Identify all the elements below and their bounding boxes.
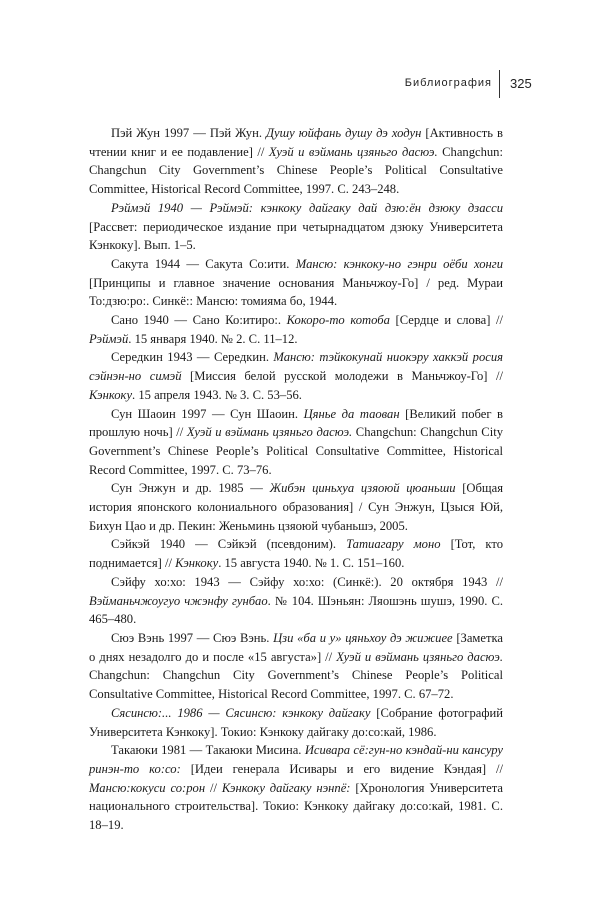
- entry-text: [Хронология Университета национального строительства]. Токио: Кэнкоку дайгаку до:со:кай, 1981. С. 18–19.: [89, 780, 504, 833]
- entry-text: Сун Энжун и др. 1985 —: [111, 481, 270, 496]
- entry-text: [Тот, кто поднимается] //: [89, 537, 503, 571]
- entry-title-italic: Татиагару моно: [346, 537, 441, 552]
- section-title: Библиография: [404, 77, 492, 89]
- entry-text: Сэйкэй 1940 — Сэйкэй (псевдоним).: [111, 537, 347, 552]
- entry-text: Сун Шаоин 1997 — Сун Шаоин.: [111, 406, 304, 421]
- entry-title-italic: Хуэй и вэймань цзяньго дасюэ.: [186, 425, 353, 440]
- entry-title-italic: Жибэн циньхуа цзяоюй цюаньши: [269, 481, 456, 496]
- bibliography-entry: [89, 535, 503, 572]
- entry-text: //: [205, 780, 222, 795]
- entry-title-italic: Цзи «ба и у» цяньхоу дэ жижиее: [273, 630, 453, 645]
- page-number: 325: [510, 76, 532, 91]
- entry-title-italic: Кэнкоку: [175, 556, 219, 571]
- entry-title-italic: Мансю: кэнкоку-но гэнри оёби хонги: [295, 256, 503, 271]
- entry-title-italic: Рэймэй: [89, 331, 129, 346]
- entry-text: [Заметка о днях незадолго до и после «15 августа»] //: [89, 630, 504, 664]
- entry-text: Сано 1940 — Сано Ко:итиро:.: [111, 313, 287, 328]
- entry-text: Такаюки 1981 — Такаюки Мисина.: [111, 743, 305, 758]
- entry-text: [Идеи генерала Исивары и его видение Кэндая] //: [180, 761, 503, 776]
- bibliography-entry: [89, 573, 503, 629]
- entry-text: Сакута 1944 — Сакута Со:ити.: [111, 256, 296, 271]
- entry-title-italic: Кокоро-то котоба: [286, 313, 390, 328]
- entry-text: Changchun: Changchun City Government’s Chinese People’s Political Consultative Committee, Historical Record Committee, 1997. С. 243–248.: [89, 144, 503, 197]
- running-header: [0, 70, 600, 98]
- entry-title-italic: Вэйманьчжоугуо чжэнфу гунбао: [89, 593, 268, 608]
- entry-text: . 15 января 1940. № 2. С. 11–12.: [128, 331, 298, 346]
- bibliography-list: [89, 124, 503, 835]
- entry-title-italic: Душу юйфань душу дэ ходун: [266, 126, 422, 140]
- entry-text: [Активность в чтении книг и ее подавление] //: [89, 126, 503, 159]
- bibliography-entry: [89, 199, 503, 255]
- bibliography-entry: [89, 255, 503, 311]
- bibliography-entry: [89, 405, 503, 480]
- entry-text: Пэй Жун 1997 — Пэй Жун.: [111, 126, 267, 140]
- entry-text: Сюэ Вэнь 1997 — Сюэ Вэнь.: [111, 630, 274, 645]
- bibliography-entry: [89, 704, 503, 741]
- entry-text: . 15 августа 1940. № 1. С. 151–160.: [218, 556, 405, 571]
- entry-title-italic: Кэнкоку: [89, 387, 133, 402]
- entry-title-italic: Хуэй и вэймань цзяньго дасюэ.: [336, 649, 503, 664]
- entry-title-italic: Мансю: тэйкокунай ниокэру хаккэй росия сэйнэн-но симэй: [89, 350, 503, 384]
- bibliography-entry: [89, 311, 503, 348]
- entry-text: . 15 апреля 1943. № 3. С. 53–56.: [132, 387, 302, 402]
- entry-text: . № 104. Шэньян: Ляошэнь шушэ, 1990. С. 465–480.: [89, 593, 503, 627]
- bibliography-entry: [89, 741, 503, 835]
- entry-text: Changchun: Changchun City Government’s Chinese People’s Political Consultative Committee, Historical Record Committee, 1997. С. 73–76.: [89, 425, 503, 477]
- entry-title-italic: Хуэй и вэймань цзяньго дасюэ.: [268, 144, 438, 159]
- entry-title-italic: Исивара сё:гун-но кэндай-ни кансуру ринэн-то ко:со:: [89, 743, 503, 776]
- bibliography-entry: [89, 479, 503, 535]
- entry-title-italic: Кэнкоку дайгаку нэнпё:: [221, 780, 351, 795]
- entry-text: [Общая история японского колониального образования] / Сун Энжун, Цзыся Юй, Бихун Цао и др. Пекин: Женьминь цзяоюй чубаньшэ, 2005.: [89, 481, 503, 533]
- entry-text: [Сердце и слова] //: [389, 313, 504, 328]
- entry-title-italic: Сясинсю:... 1986 — Сясинсю: кэнкоку дайгаку: [111, 705, 371, 720]
- entry-text: [Собрание фотографий Университета Кэнкоку]. Токио: Кэнкоку дайгаку до:со:кай, 1986.: [89, 705, 504, 739]
- entry-title-italic: Рэймэй 1940 — Рэймэй: кэнкоку дайгаку дай дзю:ён дзюку дзасси: [111, 200, 503, 215]
- entry-title-italic: Цянье да таован: [303, 406, 400, 421]
- entry-text: [Миссия белой русской молодежи в Маньчжоу-Го] //: [181, 369, 503, 384]
- bibliography-entry: [89, 348, 503, 404]
- entry-text: [Рассвет: периодическое издание при четырнадцатом дзюку Университета Кэнкоку]. Вып. 1–5.: [89, 219, 503, 253]
- header-divider: [499, 70, 500, 98]
- entry-title-italic: Мансю:кокуси со:рон: [89, 780, 206, 795]
- entry-text: Середкин 1943 — Середкин.: [111, 350, 274, 365]
- bibliography-entry: [89, 124, 503, 199]
- entry-text: [Великий побег в прошлую ночь] //: [89, 406, 503, 440]
- entry-text: Сэйфу хо:хо: 1943 — Сэйфу хо:хо: (Синкё:). 20 октября 1943 //: [111, 574, 503, 589]
- entry-text: Changchun: Changchun City Government’s Chinese People’s Political Consultative Committee, Historical Record Committee, 1997. С. 67–72.: [89, 668, 503, 702]
- entry-text: [Принципы и главное значение основания Маньчжоу-Го] / ред. Мураи То:дзю:ро:. Синкё:: Мансю: томияма бо, 1944.: [89, 275, 503, 309]
- bibliography-entry: [89, 629, 503, 704]
